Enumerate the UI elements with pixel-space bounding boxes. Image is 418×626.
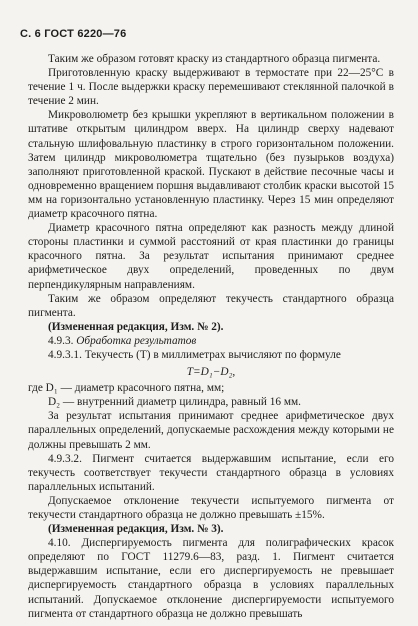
paragraph: Таким же образом готовят краску из стандартного образца пигмента. bbox=[48, 53, 381, 65]
paragraph: 4.9.3.2. Пигмент считается выдержавшим испытание, если его текучесть соответствует текучести стандартного образца в условиях параллельных испытаний. bbox=[28, 452, 394, 493]
paragraph: 4.10. Диспергируемость пигмента для полиграфических красок определяют по ГОСТ 11279.6—83, разд. 1. Пигмент считается выдержавшим испытание, если его диспергируемость не превышает диспергируемость стандартного образца в условиях параллельных испытаний. Допускаемое отклонение диспергируемости испытуемого пигмента от стандартного образца не должно превышать bbox=[28, 537, 394, 620]
paragraph: 4.9.3.1. Текучесть (T) в миллиметрах вычисляют по формуле bbox=[48, 348, 341, 361]
definition: где D₁ — диаметр красочного пятна, мм; bbox=[28, 382, 225, 395]
revision-note: (Измененная редакция, Изм. № 2). bbox=[48, 320, 224, 333]
section-number: 4.9.3. bbox=[48, 334, 74, 347]
paragraph: Допускаемое отклонение текучести испытуемого пигмента от текучести стандартного образца не должно превышать ±15%. bbox=[28, 494, 394, 521]
paragraph: За результат испытания принимают среднее арифметическое двух параллельных определений, допускаемые расхождения между которыми не должны превышать 2 мм. bbox=[28, 410, 394, 451]
definition: D₂ — внутренний диаметр цилиндра, равный 16 мм. bbox=[48, 396, 301, 409]
document-body bbox=[28, 52, 394, 621]
paragraph: Микроволюметр без крышки укрепляют в вертикальном положении в штативе открытым цилиндром вверх. На цилиндр сверху надевают стальную шлифовальную пластинку в строго горизонтальном положении. Затем цилиндр микроволюметра тщательно (без пузырьков воздуха) заполняют приготовленной краской. Пускают в действие песочные часы и одновременно вращением поршня выдавливают столбик краски высотой 15 мм на горизонтально установленную пластинку. Через 15 мин определяют диаметр красочного пятна. bbox=[28, 109, 394, 221]
formula: T=D₁−D₂, bbox=[186, 366, 236, 379]
paragraph: Приготовленную краску выдерживают в термостате при 22—25°С в течение 1 ч. После выдержки краску перемешивают стеклянной палочкой в течение 2 мин. bbox=[28, 67, 394, 108]
section-heading bbox=[28, 334, 394, 348]
revision-note: (Измененная редакция, Изм. № 3). bbox=[48, 523, 224, 536]
page-header: С. 6 ГОСТ 6220—76 bbox=[20, 28, 127, 40]
paragraph: Таким же образом определяют текучесть стандартного образца пигмента. bbox=[28, 292, 394, 319]
section-title: Обработка результатов bbox=[76, 334, 197, 347]
paragraph: Диаметр красочного пятна определяют как разность между длиной стороны пластинки и суммой расстояний от края пластинки до границы красочного пятна. За результат испытания принимают среднее арифметическое двух определений, проведенных по двум перпендикулярным направлениям. bbox=[28, 222, 394, 291]
